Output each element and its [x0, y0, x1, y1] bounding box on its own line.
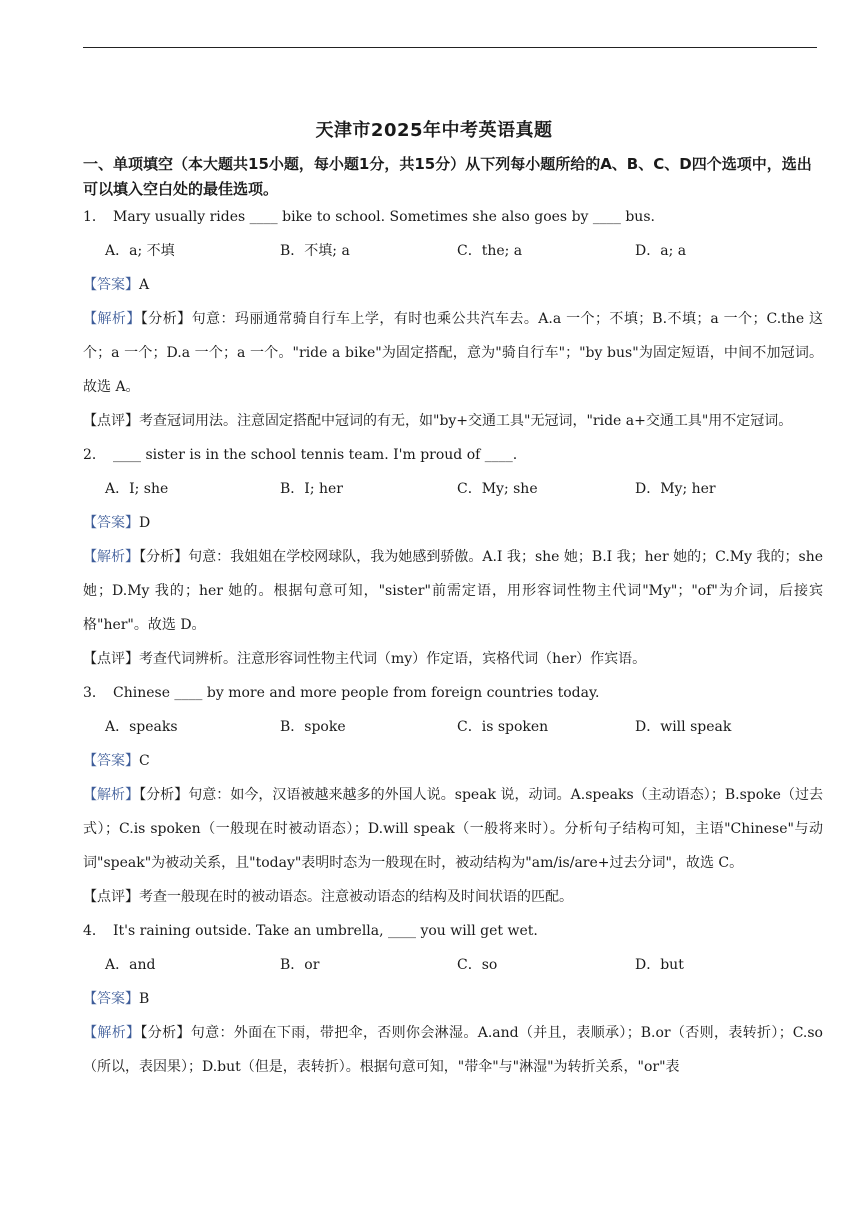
answer-value: D	[139, 515, 151, 531]
option-row	[83, 234, 823, 268]
answer-line	[83, 268, 823, 302]
page-title: 天津市2025年中考英语真题	[315, 120, 553, 141]
answer-value: B	[139, 991, 150, 1007]
comment-tag: 【点评】	[83, 651, 139, 667]
header-rule	[83, 47, 817, 48]
option-b: B．不填; a	[280, 243, 350, 259]
option-a: A．speaks	[105, 719, 178, 735]
answer-value: C	[139, 753, 150, 769]
option-b: B．spoke	[280, 719, 346, 735]
comment-text: 考查冠词用法。注意固定搭配中冠词的有无，如"by+交通工具"无冠词，"ride a+交通工具"用不定冠词。	[139, 413, 793, 429]
question-stem	[83, 914, 823, 948]
option-c: C．so	[457, 957, 498, 973]
analysis-paragraph	[83, 302, 823, 404]
question-text: It's raining outside. Take an umbrella, ____ you will get wet.	[113, 923, 538, 939]
question-text: Chinese ____ by more and more people from foreign countries today.	[113, 685, 600, 701]
option-a: A．I; she	[105, 481, 169, 497]
answer-tag: 【答案】	[83, 753, 139, 769]
question-stem	[83, 676, 823, 710]
answer-tag: 【答案】	[83, 277, 139, 293]
analysis-paragraph	[83, 1016, 823, 1084]
comment-tag: 【点评】	[83, 413, 139, 429]
question-number: 3．	[83, 685, 106, 701]
option-c: C．the; a	[457, 243, 523, 259]
option-d: D．a; a	[635, 243, 687, 259]
comment-paragraph	[83, 880, 823, 914]
analysis-paragraph	[83, 540, 823, 642]
section-heading: 一、单项填空（本大题共15小题，每小题1分，共15分）从下列每小题所给的A、B、C、D四个选项中，选出可以填入空白处的最佳选项。	[83, 155, 812, 198]
analysis-text: 【分析】句意：如今，汉语被越来越多的外国人说。speak 说，动词。A.speaks（主动语态）；B.spoke（过去式）；C.is spoken（一般现在时被动语态）；D.will speak（一般将来时）。分析句子结构可知，主语"Chinese"与动词"speak"为被动关系，且"today"表明时态为一般现在时，被动结构为"am/is/are+过去分词"，故选 C。	[83, 787, 824, 871]
option-c: C．My; she	[457, 481, 538, 497]
answer-tag: 【答案】	[83, 515, 139, 531]
analysis-tag: 【解析】	[83, 549, 140, 565]
comment-text: 考查代词辨析。注意形容词性物主代词（my）作定语，宾格代词（her）作宾语。	[139, 651, 647, 667]
question-stem	[83, 438, 823, 472]
answer-line	[83, 506, 823, 540]
question-stem	[83, 200, 823, 234]
comment-paragraph	[83, 642, 823, 676]
analysis-text: 【分析】句意：玛丽通常骑自行车上学，有时也乘公共汽车去。A.a 一个；不填；B.不填；a 一个；C.the 这个；a 一个；D.a 一个；a 一个。"ride a bike"为固定搭配，意为"骑自行车"；"by bus"为固定短语，中间不加冠词。故选 A。	[83, 311, 824, 395]
analysis-paragraph	[83, 778, 823, 880]
option-d: D．will speak	[635, 719, 732, 735]
comment-paragraph	[83, 404, 823, 438]
answer-tag: 【答案】	[83, 991, 139, 1007]
question-number: 1．	[83, 209, 106, 225]
option-d: D．My; her	[635, 481, 716, 497]
analysis-text: 【分析】句意：外面在下雨，带把伞，否则你会淋湿。A.and（并且，表顺承）；B.or（否则，表转折）；C.so（所以，表因果）；D.but（但是，表转折）。根据句意可知，"带伞"与"淋湿"为转折关系，"or"表	[83, 1025, 823, 1075]
option-c: C．is spoken	[457, 719, 549, 735]
option-b: B．or	[280, 957, 320, 973]
option-a: A．and	[105, 957, 156, 973]
option-a: A．a; 不填	[105, 243, 175, 259]
answer-line	[83, 982, 823, 1016]
question-number: 2．	[83, 447, 106, 463]
analysis-tag: 【解析】	[83, 1025, 141, 1041]
analysis-tag: 【解析】	[83, 787, 140, 803]
answer-line	[83, 744, 823, 778]
answer-value: A	[139, 277, 150, 293]
question-text: Mary usually rides ____ bike to school. Sometimes she also goes by ____ bus.	[113, 209, 655, 225]
comment-tag: 【点评】	[83, 889, 139, 905]
option-row	[83, 472, 823, 506]
option-d: D．but	[635, 957, 684, 973]
comment-text: 考查一般现在时的被动语态。注意被动语态的结构及时间状语的匹配。	[139, 889, 573, 905]
analysis-text: 【分析】句意：我姐姐在学校网球队，我为她感到骄傲。A.I 我；she 她；B.I 我；her 她的；C.My 我的；she 她；D.My 我的；her 她的。根据句意可知，"sister"前需定语，用形容词性物主代词"My"；"of"为介词，后接宾格"her"。故选 D。	[83, 549, 824, 633]
option-row	[83, 948, 823, 982]
option-b: B．I; her	[280, 481, 343, 497]
analysis-tag: 【解析】	[83, 311, 141, 327]
option-row	[83, 710, 823, 744]
question-text: ____ sister is in the school tennis team. I'm proud of ____.	[113, 447, 518, 463]
question-number: 4．	[83, 923, 106, 939]
question-list	[83, 200, 823, 1084]
